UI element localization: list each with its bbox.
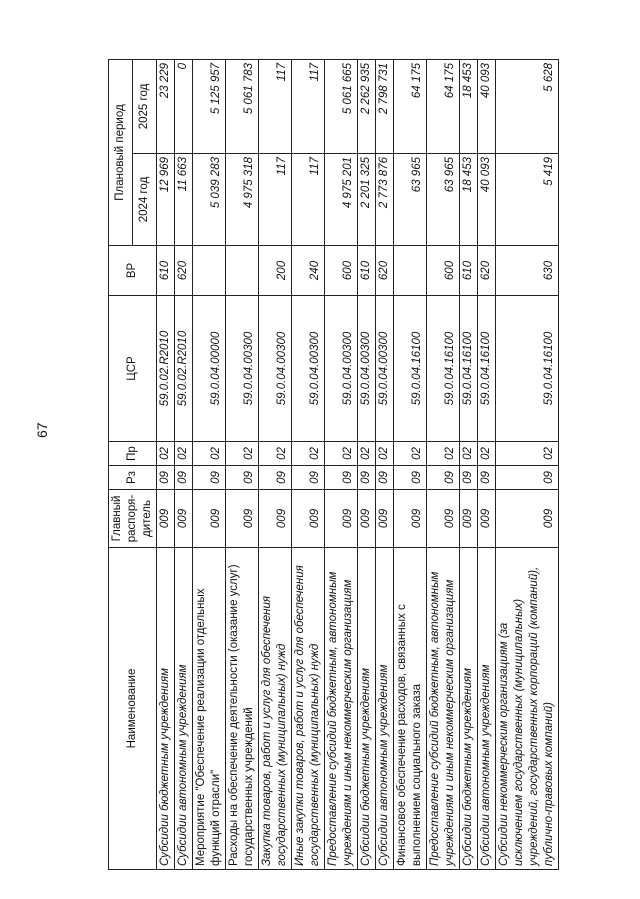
row-rz: 09: [496, 466, 559, 490]
rotated-page: [108, 60, 638, 870]
page-number: 67: [34, 422, 50, 438]
row-admin: 009: [325, 490, 358, 548]
row-vr: 620: [478, 246, 496, 296]
row-csr: 59.0.04.16100: [460, 296, 478, 442]
row-2025: 18 453: [460, 59, 478, 153]
row-admin: 009: [193, 490, 226, 548]
row-rz: 09: [427, 466, 460, 490]
row-csr: 59.0.04.00300: [358, 296, 376, 442]
row-admin: 009: [427, 490, 460, 548]
table-body: [157, 59, 559, 869]
row-2025: 40 093: [478, 59, 496, 153]
row-admin: 009: [226, 490, 259, 548]
row-name: Закупка товаров, работ и услуг для обеспечения государственных (муниципальных) нужд: [259, 548, 292, 870]
row-csr: 59.0.04.00300: [226, 296, 259, 442]
header-name: Наименование: [109, 548, 157, 870]
row-csr: 59.0.04.00300: [259, 296, 292, 442]
row-2024: 4 975 201: [325, 154, 358, 246]
row-admin: 009: [460, 490, 478, 548]
row-2025: 5 628: [496, 59, 559, 153]
row-name: Субсидии автономным учреждениям: [376, 548, 394, 870]
row-name: Предоставление субсидий бюджетным, автономным учреждениям и иным некоммерческим организациям: [325, 548, 358, 870]
row-2024: 40 093: [478, 154, 496, 246]
row-vr: 620: [175, 246, 193, 296]
header-vr: ВР: [109, 246, 157, 296]
row-pr: 02: [157, 442, 175, 466]
table-row: [175, 59, 193, 869]
row-2024: 2 201 325: [358, 154, 376, 246]
row-pr: 02: [292, 442, 325, 466]
table-row: [193, 59, 226, 869]
row-vr: 240: [292, 246, 325, 296]
row-name: Субсидии автономным учреждениям: [478, 548, 496, 870]
row-admin: 009: [358, 490, 376, 548]
row-pr: 02: [259, 442, 292, 466]
row-2025: 2 262 935: [358, 59, 376, 153]
row-name: Субсидии бюджетным учреждениям: [460, 548, 478, 870]
table-row: [394, 59, 427, 869]
row-pr: 02: [427, 442, 460, 466]
header-plan: Плановый период: [109, 59, 133, 245]
row-rz: 09: [259, 466, 292, 490]
table-row: [157, 59, 175, 869]
header-2025: 2025 год: [133, 59, 157, 153]
row-csr: 59.0.04.16100: [427, 296, 460, 442]
row-csr: 59.0.04.00000: [193, 296, 226, 442]
row-admin: 009: [478, 490, 496, 548]
table-row: [292, 59, 325, 869]
row-csr: 59.0.04.00300: [376, 296, 394, 442]
row-admin: 009: [292, 490, 325, 548]
row-vr: 610: [157, 246, 175, 296]
row-admin: 009: [496, 490, 559, 548]
row-2024: 5 039 283: [193, 154, 226, 246]
table-row: [427, 59, 460, 869]
row-rz: 09: [478, 466, 496, 490]
row-name: Мероприятие "Обеспечение реализации отдельных функций отрасли": [193, 548, 226, 870]
row-2025: 117: [259, 59, 292, 153]
row-rz: 09: [226, 466, 259, 490]
header-rz: Рз: [109, 466, 157, 490]
row-csr: 59.0.04.16100: [496, 296, 559, 442]
row-admin: 009: [175, 490, 193, 548]
table-row: [358, 59, 376, 869]
row-2024: 12 969: [157, 154, 175, 246]
row-pr: 02: [325, 442, 358, 466]
row-2024: 63 965: [394, 154, 427, 246]
row-pr: 02: [460, 442, 478, 466]
row-vr: [394, 246, 427, 296]
row-pr: 02: [358, 442, 376, 466]
row-admin: 009: [157, 490, 175, 548]
row-csr: 59.0.02.R2010: [175, 296, 193, 442]
row-2025: 117: [292, 59, 325, 153]
row-name: Предоставление субсидий бюджетным, автономным учреждениям и иным некоммерческим организациям: [427, 548, 460, 870]
row-vr: 200: [259, 246, 292, 296]
row-rz: 09: [193, 466, 226, 490]
row-2025: 64 175: [427, 59, 460, 153]
row-vr: 610: [460, 246, 478, 296]
row-name: Субсидии бюджетным учреждениям: [358, 548, 376, 870]
row-2024: 117: [259, 154, 292, 246]
row-vr: [226, 246, 259, 296]
row-admin: 009: [394, 490, 427, 548]
row-pr: 02: [226, 442, 259, 466]
row-2024: 11 663: [175, 154, 193, 246]
row-csr: 59.0.04.16100: [478, 296, 496, 442]
row-rz: 09: [325, 466, 358, 490]
row-rz: 09: [175, 466, 193, 490]
budget-table: [108, 59, 559, 870]
row-2024: 4 975 318: [226, 154, 259, 246]
table-row: [478, 59, 496, 869]
row-rz: 09: [376, 466, 394, 490]
row-admin: 009: [376, 490, 394, 548]
row-2024: 2 773 876: [376, 154, 394, 246]
table-header: [109, 59, 157, 869]
row-2025: 5 061 665: [325, 59, 358, 153]
row-pr: 02: [478, 442, 496, 466]
row-2024: 117: [292, 154, 325, 246]
table-row: [325, 59, 358, 869]
table-row: [226, 59, 259, 869]
row-rz: 09: [394, 466, 427, 490]
row-csr: 59.0.04.00300: [292, 296, 325, 442]
table-row: [376, 59, 394, 869]
row-name: Расходы на обеспечение деятельности (оказание услуг) государственных учреждений: [226, 548, 259, 870]
row-2024: 18 453: [460, 154, 478, 246]
row-name: Субсидии автономным учреждениям: [175, 548, 193, 870]
row-vr: 610: [358, 246, 376, 296]
row-2025: 64 175: [394, 59, 427, 153]
row-vr: 600: [427, 246, 460, 296]
row-vr: 620: [376, 246, 394, 296]
row-csr: 59.0.04.00300: [325, 296, 358, 442]
table-row: [259, 59, 292, 869]
row-rz: 09: [157, 466, 175, 490]
header-2024: 2024 год: [133, 154, 157, 246]
row-admin: 009: [259, 490, 292, 548]
header-pr: Пр: [109, 442, 157, 466]
row-2024: 63 965: [427, 154, 460, 246]
row-rz: 09: [358, 466, 376, 490]
row-2025: 23 229: [157, 59, 175, 153]
table-row: [460, 59, 478, 869]
row-2025: 5 061 783: [226, 59, 259, 153]
row-rz: 09: [460, 466, 478, 490]
row-pr: 02: [496, 442, 559, 466]
row-name: Субсидии некоммерческим организациям (за исключением государственных (муниципальных) учреждений, государственных корпораций (компаний), публично-правовых компаний): [496, 548, 559, 870]
row-2025: 2 798 731: [376, 59, 394, 153]
row-2024: 5 419: [496, 154, 559, 246]
row-name: Субсидии бюджетным учреждениям: [157, 548, 175, 870]
header-csr: ЦСР: [109, 296, 157, 442]
row-vr: [193, 246, 226, 296]
row-pr: 02: [175, 442, 193, 466]
row-vr: 600: [325, 246, 358, 296]
row-vr: 630: [496, 246, 559, 296]
row-pr: 02: [193, 442, 226, 466]
table-row: [496, 59, 559, 869]
row-rz: 09: [292, 466, 325, 490]
row-2025: 0: [175, 59, 193, 153]
row-name: Финансовое обеспечение расходов, связанных с выполнением социального заказа: [394, 548, 427, 870]
row-name: Иные закупки товаров, работ и услуг для обеспечения государственных (муниципальных) нужд: [292, 548, 325, 870]
row-csr: 59.0.02.R2010: [157, 296, 175, 442]
header-admin: Главный распоря-дитель: [109, 490, 157, 548]
row-csr: 59.0.04.16100: [394, 296, 427, 442]
row-pr: 02: [376, 442, 394, 466]
row-2025: 5 125 957: [193, 59, 226, 153]
row-pr: 02: [394, 442, 427, 466]
